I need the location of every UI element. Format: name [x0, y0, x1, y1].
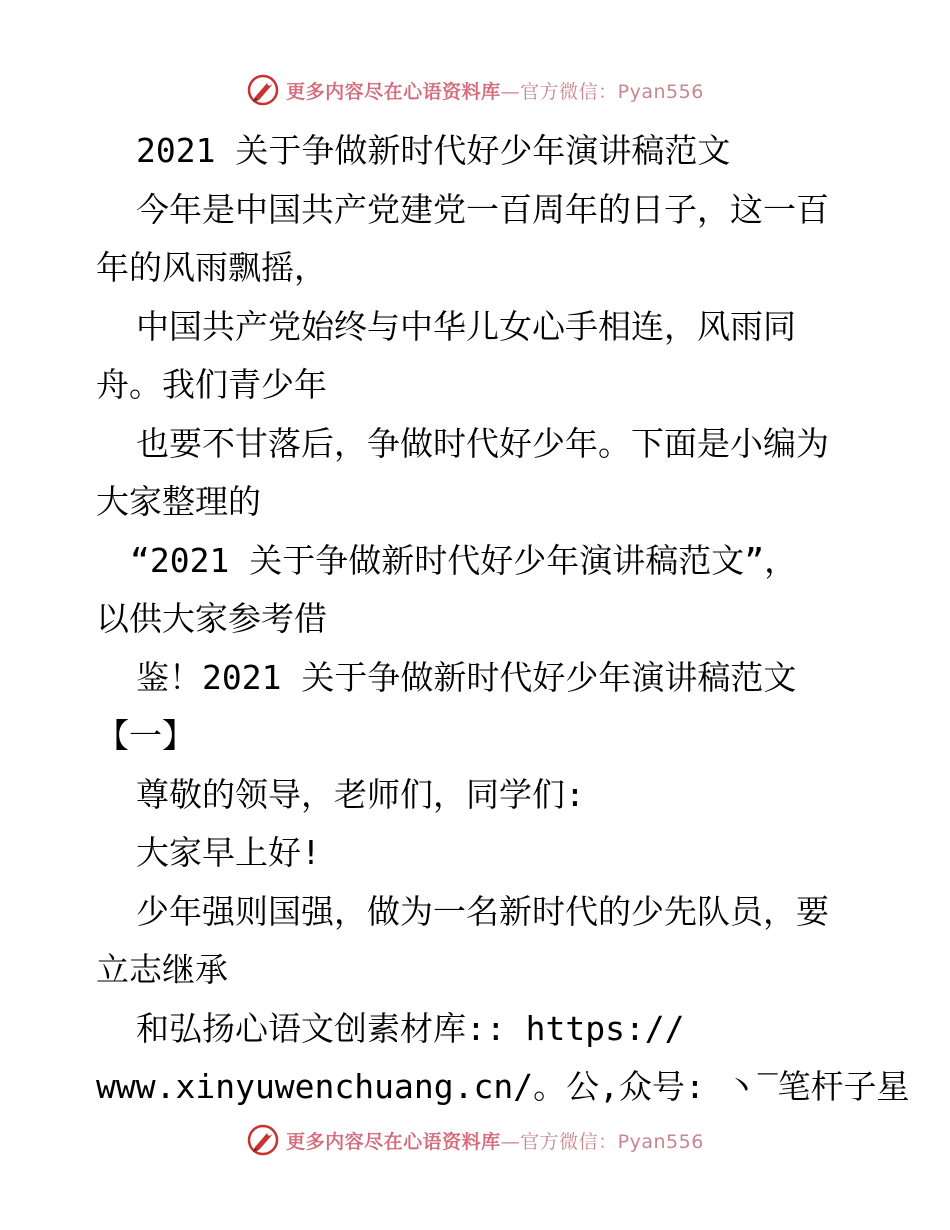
paragraph-line: 以供大家参考借 — [96, 599, 327, 638]
document-body — [96, 122, 910, 1117]
paragraph-line: 鉴！2021 关于争做新时代好少年演讲稿范文 — [136, 657, 797, 697]
paragraph-line: 舟。我们青少年 — [96, 365, 327, 404]
document-title: 2021 关于争做新时代好少年演讲稿范文 — [136, 131, 731, 170]
paragraph-line: 和弘扬心语文创素材库:: https:// — [136, 1008, 685, 1048]
banner-text — [286, 1127, 704, 1154]
banner-wechat-text: 官方微信：Pyan556 — [520, 80, 704, 103]
pen-logo-icon — [246, 1123, 280, 1157]
header-banner — [0, 70, 950, 110]
paragraph-line: 少年强则国强，做为一名新时代的少先队员，要 — [136, 891, 829, 931]
paragraph-line: www.xinyuwenchuang.cn/。公,众号: 丶‾笔杆子星 — [96, 1067, 910, 1106]
banner-main-text: 更多内容尽在心语资料库 — [286, 80, 501, 103]
paragraph-line: 也要不甘落后，争做时代好少年。下面是小编为 — [136, 423, 829, 463]
footer-banner — [0, 1120, 950, 1160]
pen-logo-icon — [246, 73, 280, 107]
banner-text — [286, 77, 704, 104]
salutation-line: 尊敬的领导，老师们，同学们: — [136, 774, 585, 814]
paragraph-line: 立志继承 — [96, 950, 228, 989]
banner-dash: — — [500, 1130, 521, 1153]
paragraph-line: 今年是中国共产党建党一百周年的日子，这一百 — [136, 189, 829, 229]
paragraph-line: 中国共产党始终与中华儿女心手相连，风雨同 — [136, 306, 796, 346]
banner-dash: — — [500, 80, 521, 103]
paragraph-line: 年的风雨飘摇， — [96, 248, 327, 287]
section-marker: 【一】 — [96, 716, 195, 755]
banner-wechat-text: 官方微信：Pyan556 — [520, 1130, 704, 1153]
paragraph-line: 大家整理的 — [96, 482, 261, 521]
paragraph-line: “2021 关于争做新时代好少年演讲稿范文”， — [130, 540, 798, 580]
banner-main-text: 更多内容尽在心语资料库 — [286, 1130, 501, 1153]
greeting-line: 大家早上好! — [136, 833, 321, 872]
